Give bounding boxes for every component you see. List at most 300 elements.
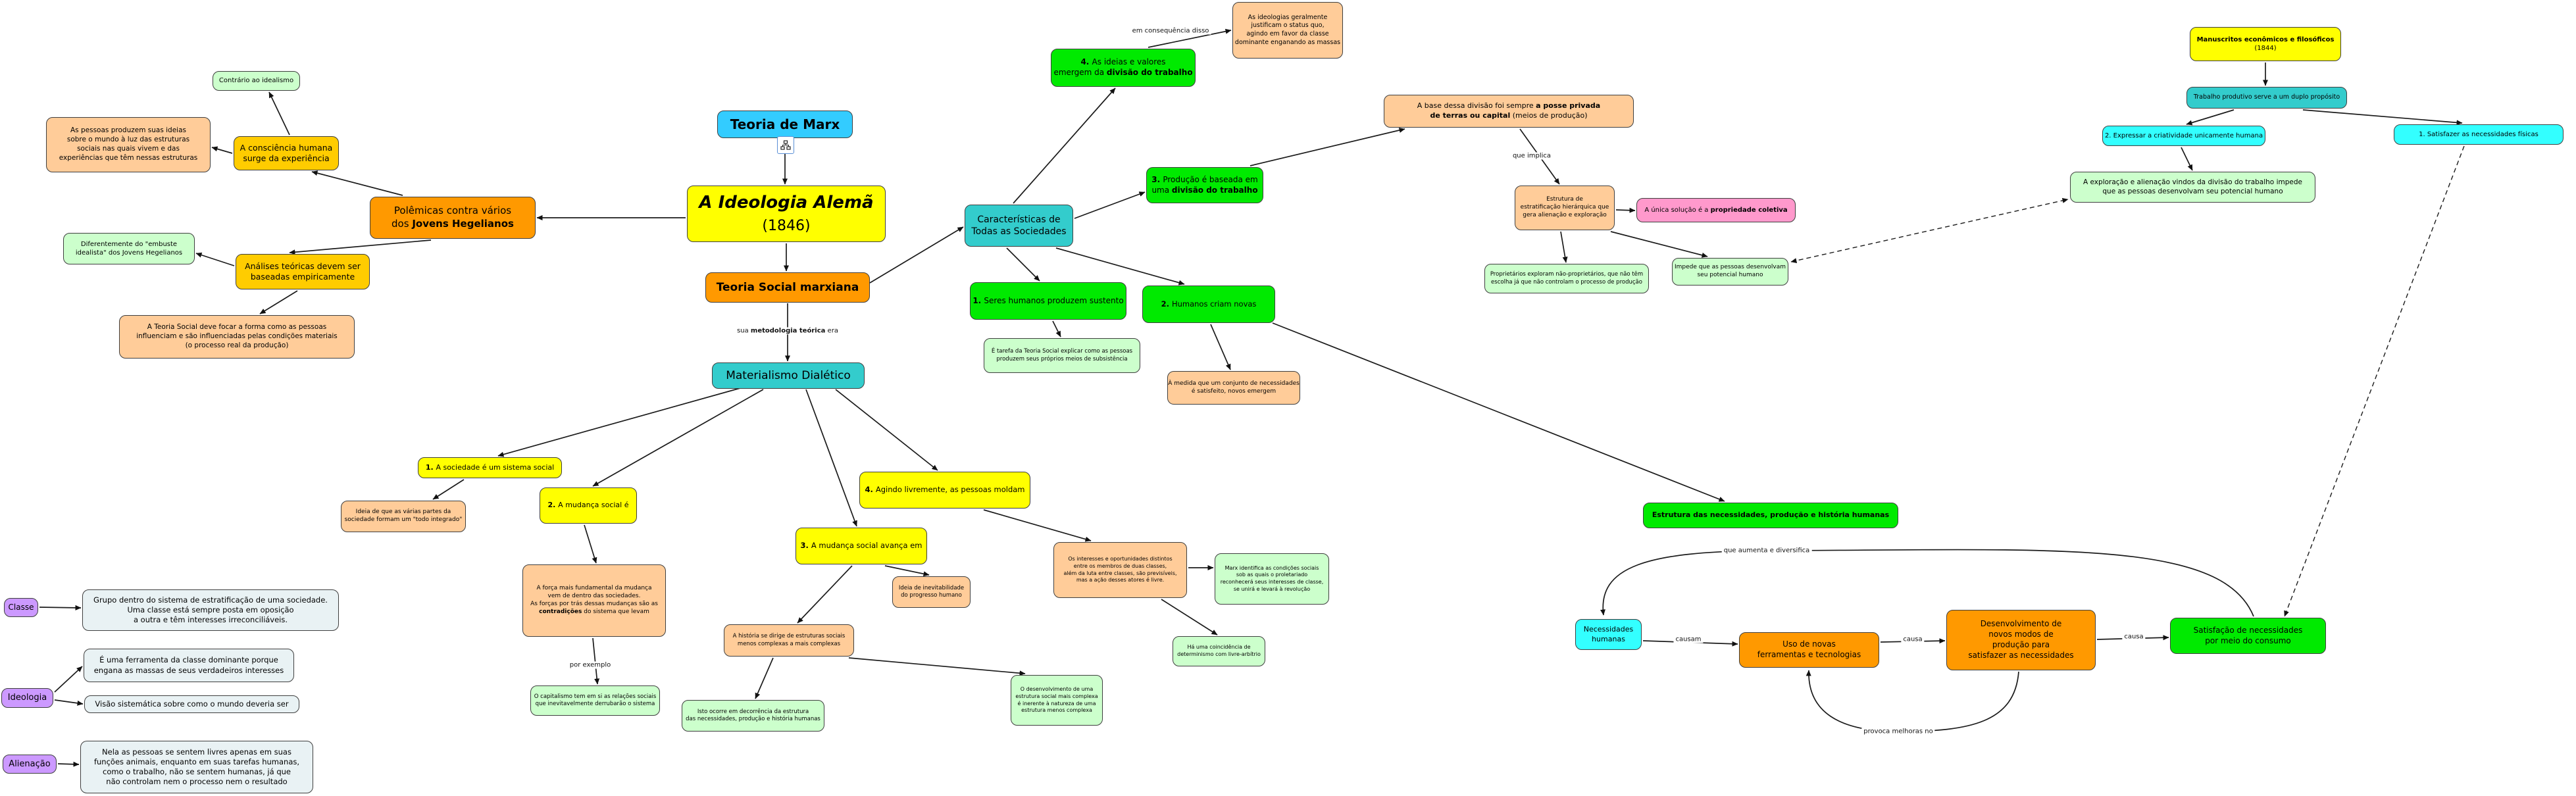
node-inevitabilidade-progresso[interactable] <box>892 576 971 608</box>
node-text-line <box>536 585 651 593</box>
text-segment: reconhecerá seus interesses de classe, <box>1220 579 1324 585</box>
node-text-line <box>1652 510 1889 520</box>
edge-line <box>1007 248 1040 281</box>
text-segment: contradições <box>539 608 582 615</box>
edge-line <box>39 607 81 608</box>
node-text-line <box>1992 640 2050 651</box>
node-text-line <box>95 699 288 709</box>
text-segment: A base dessa divisão foi sempre <box>1417 101 1536 111</box>
node-text-line <box>697 709 809 716</box>
node-text-line <box>971 226 1066 237</box>
text-segment: O capitalismo tem em si as relações sociais <box>534 693 657 700</box>
node-materialismo-dialetico[interactable] <box>712 362 865 389</box>
edge-line <box>755 658 773 699</box>
node-text-line <box>356 509 451 516</box>
edge-line <box>1611 232 1707 257</box>
text-segment: produção para <box>1992 640 2050 649</box>
text-segment: além da luta entre classes, são previsíveis, <box>1063 570 1177 576</box>
node-base-posse-privada[interactable] <box>1384 95 1634 128</box>
tree-glyph <box>780 140 791 151</box>
text-segment: Marx identifica as condições sociais <box>1225 564 1319 571</box>
text-segment: engana as massas de seus verdadeiros interesses <box>93 665 284 675</box>
text-segment: A mudança social avança em <box>811 541 922 551</box>
text-segment: mas a ação desses atores é livre. <box>1076 577 1165 584</box>
text-segment: sociedade formam um "todo integrado" <box>344 516 463 523</box>
text-segment: dos <box>391 218 413 230</box>
node-text-line <box>717 280 859 295</box>
node-text-line <box>1221 579 1324 586</box>
text-segment: entre os membros de duas classes, <box>1073 562 1167 569</box>
node-text-line <box>2083 178 2302 187</box>
link-phrase[interactable] <box>1861 728 1934 735</box>
node-text-line <box>530 601 658 609</box>
edge-line <box>584 525 596 563</box>
node-text-line <box>127 605 293 615</box>
link-phrase[interactable] <box>1673 636 1703 643</box>
text-segment: é satisfeito, novos emergem <box>1191 387 1276 395</box>
node-text-line <box>2105 132 2263 140</box>
node-text-line <box>2194 93 2340 102</box>
node-text-line <box>733 633 846 640</box>
node-text-line <box>106 777 287 787</box>
text-segment: (o processo real da produção) <box>185 341 289 349</box>
text-segment: A sociedade é um sistema social <box>436 462 555 472</box>
node-text-line <box>219 76 293 85</box>
node-text-line <box>2194 626 2303 636</box>
text-segment: Teoria de Marx <box>730 116 840 132</box>
text-segment: Estrutura de <box>1546 196 1583 203</box>
text-segment: sobre o mundo à luz das estruturas <box>66 136 190 144</box>
node-text-line <box>1018 701 1096 708</box>
text-segment: gera alienação e exploração <box>1523 211 1607 218</box>
edge-line <box>433 480 464 499</box>
edge-line <box>593 389 763 486</box>
text-segment: 2. <box>1161 299 1172 309</box>
node-text-line <box>686 716 821 723</box>
edge-line <box>269 92 290 135</box>
edge-line <box>196 253 234 266</box>
node-text-line <box>70 126 186 136</box>
node-forca-fundamental[interactable] <box>522 564 666 637</box>
node-text-line <box>94 666 284 676</box>
text-segment: a outra e têm interesses irreconciliáveis. <box>133 615 288 625</box>
node-text-line <box>1187 644 1250 651</box>
node-text-line <box>1151 186 1257 196</box>
node-def-alienacao[interactable] <box>80 741 313 793</box>
node-historia-dirige[interactable] <box>724 624 854 657</box>
edge-line <box>1616 210 1635 211</box>
text-segment: Todas as Sociedades <box>971 226 1067 237</box>
text-segment: As forças por trás dessas mudanças são as <box>530 601 658 607</box>
node-text-line <box>901 592 962 599</box>
text-segment: estratificação hierárquica que <box>1520 204 1609 211</box>
node-4-ideias-valores[interactable] <box>1051 49 1196 87</box>
node-text-line <box>762 214 810 236</box>
edge-line <box>1250 129 1405 166</box>
node-text-line <box>972 296 1123 307</box>
text-segment: por exemplo <box>569 661 611 669</box>
node-diferentemente-embuste[interactable] <box>63 233 195 264</box>
node-text-line <box>1592 635 1625 645</box>
node-interesses-oportunidades[interactable] <box>1053 542 1187 598</box>
node-text-line <box>1430 111 1587 121</box>
text-segment: escolha já que não controlam o processo de produção <box>1491 278 1642 286</box>
node-text-line <box>801 541 922 551</box>
node-estrutura-estratificacao[interactable] <box>1515 186 1615 230</box>
node-text-line <box>345 516 463 524</box>
text-segment: (1846) <box>762 218 811 234</box>
text-segment: novos modos de <box>1988 630 2054 639</box>
node-text-line <box>2205 636 2290 647</box>
text-segment: a posse privada <box>1536 101 1601 111</box>
node-trabalho-produtivo[interactable] <box>2186 87 2347 109</box>
edge-line <box>1211 324 1230 370</box>
node-text-line <box>1151 175 1257 186</box>
node-text-line <box>1782 639 1836 650</box>
text-segment: Produção é baseada em <box>1163 174 1258 184</box>
node-capitalismo-relacoes[interactable] <box>530 685 660 716</box>
text-segment: 4. <box>865 485 876 495</box>
node-text-line <box>391 218 514 231</box>
edge-line <box>55 700 83 704</box>
node-text-line <box>1521 204 1609 212</box>
edge-line <box>1013 88 1115 203</box>
node-polemicas-jovens-hegelianos[interactable] <box>370 197 536 239</box>
node-text-line <box>1644 206 1787 214</box>
node-caracteristicas-sociedades[interactable] <box>965 205 1073 247</box>
text-segment: Características de <box>977 214 1061 225</box>
node-1-satisfazer-fisicas[interactable] <box>2394 124 2563 145</box>
text-segment: 3. <box>800 541 811 551</box>
text-segment: Análises teóricas devem ser <box>245 261 361 271</box>
node-teoria-social-focar[interactable] <box>119 315 355 359</box>
node-text-line <box>1235 39 1340 47</box>
text-segment: experiências que têm nessas estruturas <box>59 153 198 162</box>
edge-line <box>290 240 431 253</box>
text-segment: metodologia teórica <box>750 327 826 335</box>
node-ideia-todo-integrado[interactable] <box>341 501 466 532</box>
node-text-line <box>81 240 177 249</box>
link-phrase[interactable] <box>735 328 840 335</box>
node-text-line <box>77 145 180 154</box>
text-segment: funções animais, enquanto em suas tarefas humanas, <box>93 757 300 766</box>
text-segment: em consequência disso <box>1132 27 1209 35</box>
text-segment: causa <box>1903 635 1923 643</box>
node-text-line <box>899 585 964 592</box>
node-ha-coincidencia[interactable] <box>1173 636 1265 666</box>
edge-line <box>55 666 82 692</box>
node-ideologias-justificam[interactable] <box>1232 2 1343 59</box>
node-text-line <box>1225 565 1319 572</box>
node-termo-classe[interactable] <box>4 598 38 617</box>
node-4-agindo-livremente[interactable] <box>859 472 1030 509</box>
text-segment: Grupo dentro do sistema de estratificação de uma sociedade. <box>93 595 328 605</box>
text-segment: Isto ocorre em decorrência da estrutura <box>697 708 809 715</box>
text-segment: divisão do trabalho <box>1106 68 1193 77</box>
node-unica-solucao[interactable] <box>1636 198 1796 222</box>
node-tarefa-teoria-social[interactable] <box>984 338 1140 373</box>
text-segment: O desenvolvimento de uma <box>1020 686 1094 693</box>
node-text-line <box>9 759 50 770</box>
node-text-line <box>2419 130 2538 139</box>
text-segment: sob as quais o proletariado <box>1236 572 1308 578</box>
node-text-line <box>1021 707 1092 714</box>
node-text-line <box>102 747 291 757</box>
text-segment: Polêmicas contra vários <box>393 205 512 217</box>
text-segment: Proprietários exploram não-proprietários, que não têm <box>1490 271 1644 278</box>
text-segment: Humanos criam novas <box>1171 299 1257 309</box>
text-segment: causam <box>1675 635 1702 643</box>
text-segment: surge da experiência <box>243 153 330 163</box>
text-segment: por meio do consumo <box>2205 635 2291 645</box>
text-segment: como o trabalho, não se sentem humanas, já que <box>103 767 291 776</box>
node-text-line <box>99 655 278 665</box>
node-necessidades-humanas[interactable] <box>1575 619 1642 650</box>
text-segment: provoca melhoras no <box>1863 728 1933 735</box>
text-segment: não controlam nem o processo nem o resultado <box>106 777 288 787</box>
link-phrase[interactable] <box>568 662 613 669</box>
node-text-line <box>245 261 361 272</box>
node-termo-ideologia[interactable] <box>1 688 53 708</box>
text-segment: vem de dentro das sociedades. <box>547 593 641 600</box>
node-text-line <box>426 463 554 473</box>
text-segment: 3. <box>1151 174 1163 184</box>
node-text-line <box>738 641 840 648</box>
text-segment: estrutura menos complexa <box>1021 707 1092 714</box>
node-text-line <box>243 153 329 164</box>
text-segment: Uso de novas <box>1782 639 1836 649</box>
text-segment: se unirá e levará à revolução <box>1233 585 1311 592</box>
node-proprietarios-exploram[interactable] <box>1484 264 1649 293</box>
node-text-line <box>1546 196 1583 204</box>
edge-line <box>797 566 852 623</box>
text-segment: determinismo com livre-arbítrio <box>1177 651 1261 657</box>
text-segment: produzem seus próprios meios de subsistência <box>996 355 1128 362</box>
node-def-classe[interactable] <box>82 589 339 631</box>
text-segment: justificam o status quo, <box>1251 22 1325 30</box>
node-text-line <box>1015 693 1098 701</box>
text-segment: Diferentemente do "embuste <box>80 240 178 248</box>
node-text-line <box>1490 271 1643 278</box>
text-segment: emergem da <box>1053 68 1107 77</box>
node-text-line <box>76 249 182 257</box>
node-uso-ferramentas[interactable] <box>1739 632 1879 668</box>
node-text-line <box>1236 572 1307 579</box>
node-2-mudanca-inerente[interactable] <box>540 487 637 524</box>
node-text-line <box>992 348 1132 355</box>
text-segment: Contrário ao idealismo <box>218 77 294 85</box>
text-segment: é inerente à natureza de uma <box>1017 700 1096 707</box>
node-3-producao-divisao[interactable] <box>1146 167 1263 203</box>
node-text-line <box>548 593 641 601</box>
text-segment: Agindo livremente, as pessoas moldam <box>875 485 1025 495</box>
text-segment: Classe <box>8 602 34 612</box>
text-segment: Visão sistemática sobre como o mundo deveria ser <box>95 699 289 709</box>
text-segment: era <box>825 327 838 335</box>
node-estrutura-necessidades-titulo[interactable] <box>1643 503 1898 528</box>
text-segment: 2. <box>547 501 559 510</box>
edge-line <box>498 388 740 456</box>
node-teoria-de-marx[interactable] <box>717 111 853 138</box>
node-text-line <box>59 154 197 163</box>
link-phrase[interactable] <box>1901 636 1924 643</box>
text-segment: É tarefa da Teoria Social explicar como as pessoas <box>991 348 1133 355</box>
node-text-line <box>93 595 328 605</box>
node-text-line <box>1068 556 1172 563</box>
text-segment: ferramentas e tecnologias <box>1757 650 1861 659</box>
text-segment: Teoria Social marxiana <box>716 280 859 294</box>
node-text-line <box>1161 299 1257 309</box>
text-segment: estrutura social mais complexa <box>1015 693 1098 699</box>
node-text-line <box>1248 14 1328 22</box>
node-text-line <box>865 485 1025 495</box>
text-segment: do sistema que levam <box>582 608 649 615</box>
text-segment: Uma classe está sempre posta em oposição <box>127 605 294 614</box>
edge-line <box>212 147 232 153</box>
node-consciencia-humana[interactable] <box>234 136 339 170</box>
node-2-expressar-criatividade[interactable] <box>2102 126 2265 146</box>
node-1-sociedade-sistema[interactable] <box>418 457 562 478</box>
text-segment: baseadas empiricamente <box>250 272 355 282</box>
concept-tree-icon[interactable] <box>777 136 794 154</box>
text-segment: que implica <box>1512 152 1552 160</box>
text-segment: que as pessoas desenvolvam seu potencial humano <box>2102 187 2283 195</box>
node-text-line <box>548 501 629 510</box>
node-contrario-idealismo[interactable] <box>213 71 300 91</box>
text-segment: 1. <box>425 462 436 472</box>
text-segment: É uma ferramenta da classe dominante porque <box>99 655 278 665</box>
text-segment: 4. <box>1080 57 1092 67</box>
text-segment: que inevitavelmente derrubarão o sistema <box>535 701 655 707</box>
node-1-seres-humanos[interactable] <box>970 282 1126 320</box>
node-marx-identifica[interactable] <box>1215 553 1329 605</box>
text-segment: humanas <box>1592 634 1625 643</box>
text-segment: de terras ou capital <box>1430 111 1511 120</box>
node-text-line <box>8 692 47 703</box>
node-ideologia-alema[interactable] <box>687 186 886 242</box>
node-text-line <box>726 368 851 383</box>
node-text-line <box>134 615 288 625</box>
text-segment: Ideia de inevitabilidade <box>898 584 965 591</box>
text-segment: 2. Expressar a criatividade unicamente humana <box>2104 132 2263 139</box>
text-segment: Manuscritos econômicos e filosóficos <box>2196 36 2335 43</box>
node-pessoas-produzem-ideias[interactable] <box>46 117 211 172</box>
text-segment: sua <box>737 327 751 335</box>
node-desenvolvimento-estrutura[interactable] <box>1011 675 1103 726</box>
text-segment: Seres humanos produzem sustento <box>984 295 1124 305</box>
text-segment: satisfazer as necessidades <box>1968 650 2074 660</box>
edge-line <box>849 658 1025 674</box>
node-analises-teoricas[interactable] <box>236 254 370 289</box>
node-termo-alienacao[interactable] <box>3 755 57 774</box>
node-text-line <box>996 356 1127 363</box>
node-teoria-social-marxiana[interactable] <box>705 272 870 303</box>
text-segment: divisão do trabalho <box>1171 185 1258 195</box>
node-text-line <box>1968 651 2073 661</box>
edge-line <box>2285 146 2464 616</box>
text-segment: Nela as pessoas se sentem livres apenas em suas <box>102 747 291 757</box>
edge-line <box>836 389 938 470</box>
node-text-line <box>1417 101 1600 111</box>
edge-line <box>1809 670 2019 732</box>
text-segment: das necessidades, produção e história humanas <box>686 716 821 722</box>
edge-line <box>1053 321 1061 337</box>
text-segment: A única solução é a <box>1644 206 1711 214</box>
edge-line <box>2303 110 2462 123</box>
node-text-line <box>103 767 291 777</box>
node-text-line <box>251 272 355 283</box>
link-phrase[interactable] <box>1130 28 1211 35</box>
text-segment: A Ideologia Alemã <box>699 192 874 212</box>
node-text-line <box>1697 272 1763 280</box>
node-medida-necessidades[interactable] <box>1167 371 1300 405</box>
text-segment: A força mais fundamental da mudança <box>536 585 652 592</box>
text-segment: (1844) <box>2254 45 2277 52</box>
text-segment: As ideias e valores <box>1092 57 1166 67</box>
text-segment: Materialismo Dialético <box>726 368 851 382</box>
text-segment: (meios de produção) <box>1510 111 1588 120</box>
node-text-line <box>1234 586 1310 593</box>
link-phrase[interactable] <box>2122 634 2145 641</box>
node-text-line <box>539 609 649 616</box>
text-segment: Satisfação de necessidades <box>2193 625 2303 635</box>
node-text-line <box>186 341 289 351</box>
node-def-ideologia-2[interactable] <box>84 695 299 713</box>
node-satisfacao-consumo[interactable] <box>2170 618 2326 654</box>
text-segment: Trabalho produtivo serve a um duplo propósito <box>2193 93 2340 101</box>
node-text-line <box>1988 630 2054 640</box>
node-2-humanos-necessidades[interactable] <box>1142 286 1275 323</box>
link-phrase[interactable] <box>1722 547 1812 555</box>
node-3-mudanca-direcao[interactable] <box>796 528 927 564</box>
node-text-line <box>1981 619 2062 630</box>
text-segment: 1. Satisfazer as necessidades físicas <box>2419 130 2538 138</box>
edge-line <box>2181 147 2192 170</box>
node-text-line <box>1192 388 1276 396</box>
edge-line <box>1161 599 1217 635</box>
node-text-line <box>9 603 34 613</box>
edge-line <box>984 510 1091 541</box>
node-exploracao-alienacao[interactable] <box>2070 172 2315 203</box>
text-segment: seu potencial humano <box>1697 272 1763 278</box>
node-impede-potencial[interactable] <box>1672 258 1788 286</box>
text-segment: A consciência humana <box>240 142 333 153</box>
node-text-line <box>1523 212 1606 220</box>
text-segment: À medida que um conjunto de necessidades <box>1168 380 1300 387</box>
node-desenvolvimento-modos[interactable] <box>1946 610 2096 670</box>
text-segment: Alienação <box>9 759 51 769</box>
node-text-line <box>1584 625 1634 635</box>
node-text-line <box>1491 279 1642 286</box>
node-manuscritos[interactable] <box>2190 27 2341 61</box>
link-phrase[interactable] <box>1511 153 1553 160</box>
text-segment: A exploração e alienação vindos da divisão do trabalho impede <box>2083 178 2302 186</box>
edge-line <box>1056 248 1184 284</box>
edge-line <box>1273 323 1725 501</box>
text-segment: A história se dirige de estruturas sociais <box>732 633 846 640</box>
node-text-line <box>2102 187 2283 197</box>
node-isto-ocorre[interactable] <box>682 700 824 732</box>
text-segment: influenciam e são influenciadas pelas condições materiais <box>136 332 338 341</box>
node-text-line <box>534 693 657 701</box>
text-segment: Estrutura das necessidades, produção e história humanas <box>1652 510 1890 520</box>
node-text-line <box>1168 380 1300 388</box>
node-text-line <box>94 757 299 767</box>
text-segment: Ideologia <box>7 693 47 703</box>
text-segment: do progresso humano <box>901 592 962 599</box>
text-segment: causa <box>2124 633 2144 641</box>
node-def-ideologia-1[interactable] <box>84 649 294 682</box>
